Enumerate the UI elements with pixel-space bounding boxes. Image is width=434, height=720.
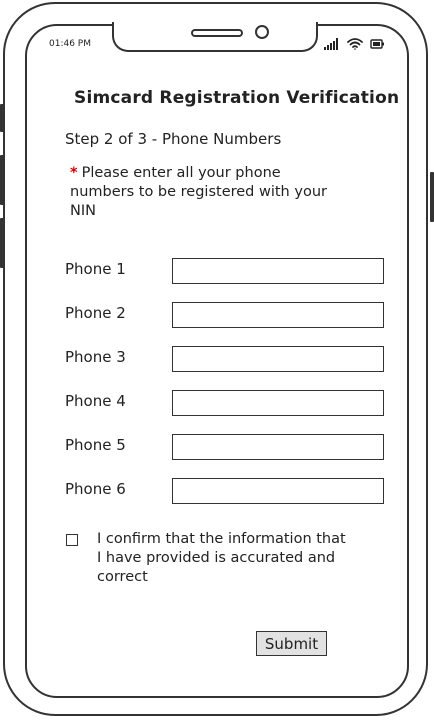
step-indicator: Step 2 of 3 - Phone Numbers (65, 130, 282, 148)
phone-1-input[interactable] (172, 258, 384, 284)
side-button-right (430, 172, 434, 222)
phone-notch (112, 22, 318, 52)
instruction-note (70, 164, 340, 221)
phone-4-label: Phone 4 (65, 392, 126, 410)
phone-4-input[interactable] (172, 390, 384, 416)
phone-3-input[interactable] (172, 346, 384, 372)
wifi-icon (348, 39, 362, 50)
phone-3-label: Phone 3 (65, 348, 126, 366)
side-button-left-1 (0, 104, 4, 132)
phone-2-input[interactable] (172, 302, 384, 328)
side-button-left-3 (0, 218, 4, 268)
camera-icon (255, 25, 269, 39)
confirm-checkbox[interactable] (66, 534, 78, 546)
submit-button[interactable]: Submit (256, 631, 327, 656)
status-icons (322, 37, 388, 51)
battery-icon (371, 40, 384, 48)
speaker-icon (191, 29, 243, 37)
confirm-label: I confirm that the information that I have provided is accurated and correct (97, 531, 346, 585)
page-title: Simcard Registration Verification (74, 88, 400, 108)
phone-2-label: Phone 2 (65, 304, 126, 322)
phone-5-input[interactable] (172, 434, 384, 460)
phone-1-label: Phone 1 (65, 260, 126, 278)
phone-6-input[interactable] (172, 478, 384, 504)
phone-6-label: Phone 6 (65, 480, 126, 498)
status-time: 01:46 PM (49, 39, 91, 49)
side-button-left-2 (0, 155, 4, 205)
required-marker: * (70, 165, 78, 181)
instruction-text: Please enter all your phone numbers to be registered with your NIN (70, 165, 327, 219)
signal-icon (324, 38, 338, 50)
phone-5-label: Phone 5 (65, 436, 126, 454)
